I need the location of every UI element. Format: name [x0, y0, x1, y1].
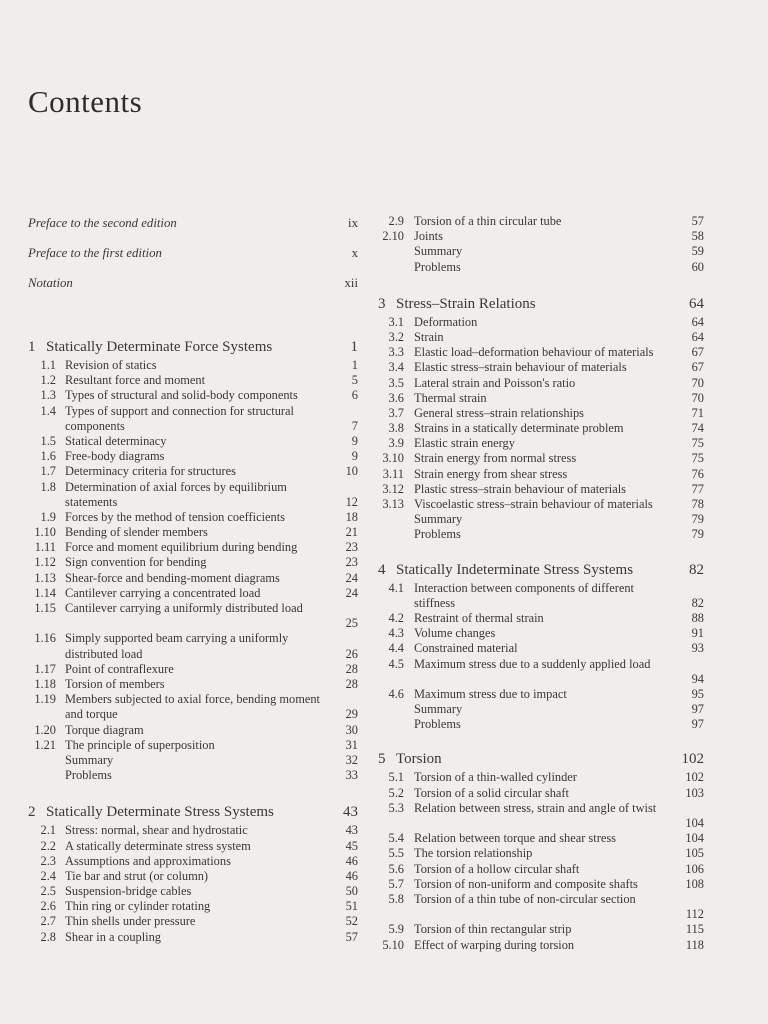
section-number: 1.19: [34, 692, 56, 707]
page-number: 94: [691, 671, 704, 686]
section-title: Strains in a statically determinate problem: [414, 421, 624, 436]
section-title: Strain energy from normal stress: [414, 451, 577, 466]
page-number: 46: [345, 868, 358, 883]
page-number: 97: [691, 702, 704, 717]
toc-entry[interactable]: [378, 436, 704, 451]
page-number: 104: [685, 831, 704, 846]
page-number: 5: [351, 373, 358, 388]
section-title: Torsion of a thin tube of non-circular section: [414, 891, 636, 906]
toc-entry[interactable]: [28, 930, 358, 945]
section-title: Summary: [414, 244, 463, 259]
chapter-number: 1: [28, 339, 36, 355]
section-number: 4.3: [388, 626, 404, 641]
section-title: Types of support and connection for structural components: [65, 403, 294, 433]
page-number: 9: [351, 449, 358, 464]
page-number: 6: [351, 388, 358, 403]
section-title: Forces by the method of tension coefficients: [65, 509, 285, 524]
section-number: 1.21: [34, 737, 56, 752]
page-number: 50: [345, 884, 358, 899]
toc-entry[interactable]: [378, 892, 704, 922]
section-title: Resultant force and moment: [65, 373, 206, 388]
toc-entry[interactable]: [378, 801, 704, 831]
toc-entry[interactable]: [28, 555, 358, 570]
toc-entry[interactable]: [378, 938, 704, 953]
toc-entry[interactable]: [28, 662, 358, 677]
section-title: Maximum stress due to a suddenly applied load: [414, 656, 651, 671]
section-title: Bending of slender members: [65, 525, 208, 540]
section-number: 5.9: [388, 922, 404, 937]
page-number: 64: [691, 314, 704, 329]
toc-entry[interactable]: [378, 687, 704, 702]
section-title: Torsion of members: [65, 677, 165, 691]
section-number: 1.12: [34, 555, 56, 570]
chapter-heading[interactable]: [28, 801, 358, 823]
toc-entry[interactable]: [28, 854, 358, 869]
toc-entry[interactable]: [28, 884, 358, 899]
toc-entry[interactable]: [28, 768, 358, 783]
toc-entry[interactable]: [28, 899, 358, 914]
toc-entry[interactable]: [28, 449, 358, 464]
toc-entry[interactable]: [28, 738, 358, 753]
toc-entry[interactable]: [378, 717, 704, 732]
section-number: 4.2: [388, 610, 404, 625]
section-title: Torsion of a solid circular shaft: [414, 785, 570, 800]
page-number: 70: [691, 390, 704, 405]
page-number: 23: [345, 555, 358, 570]
section-title: The principle of superposition: [65, 737, 215, 752]
section-title: Lateral strain and Poisson's ratio: [414, 375, 576, 390]
toc-entry[interactable]: [378, 406, 704, 421]
toc-entry[interactable]: [28, 388, 358, 403]
section-number: 3.7: [388, 405, 404, 420]
section-title: Tie bar and strut (or column): [65, 868, 209, 883]
page-number: 71: [691, 405, 704, 420]
section-title: Strain: [414, 329, 444, 344]
toc-entry[interactable]: [378, 657, 704, 687]
toc-entry[interactable]: [28, 839, 358, 854]
toc-entry[interactable]: [378, 360, 704, 375]
toc-entry[interactable]: [378, 862, 704, 877]
page-number: xii: [344, 276, 358, 290]
page-number: 43: [343, 804, 358, 821]
toc-entry[interactable]: [28, 677, 358, 692]
toc-entry[interactable]: [28, 571, 358, 586]
toc-entry[interactable]: [28, 586, 358, 601]
toc-entry[interactable]: [28, 540, 358, 555]
section-title: Torsion of non-uniform and composite shafts: [414, 876, 638, 891]
section-number: 3.10: [382, 451, 404, 466]
chapter-number: 2: [28, 804, 36, 821]
page-number: 28: [345, 661, 358, 676]
chapter-number: 4: [378, 561, 386, 578]
chapter-heading[interactable]: [378, 559, 704, 581]
chapter-heading[interactable]: [378, 293, 704, 315]
toc-entry[interactable]: [378, 527, 704, 542]
section-title: Effect of warping during torsion: [414, 937, 575, 952]
section-number: 1.20: [34, 722, 56, 737]
page-number: 88: [691, 610, 704, 625]
section-number: 4.4: [388, 641, 404, 656]
page-number: 91: [691, 626, 704, 641]
section-number: 1.16: [34, 631, 56, 646]
section-title: Cantilever carrying a uniformly distributed load: [65, 601, 303, 616]
toc-entry[interactable]: [28, 914, 358, 929]
toc-entry[interactable]: [28, 404, 358, 434]
page-number: 30: [345, 722, 358, 737]
page-number: 24: [345, 585, 358, 600]
page-title: Contents: [28, 84, 143, 119]
page-number: 32: [345, 752, 358, 767]
section-title: Summary: [65, 752, 114, 767]
toc-entry[interactable]: [28, 373, 358, 388]
page-number: 102: [681, 751, 704, 768]
section-title: Interaction between components of different stiffness: [414, 580, 634, 610]
section-title: Torque diagram: [65, 722, 144, 737]
section-number: 1.11: [34, 540, 56, 555]
contents-right-column: [378, 214, 704, 953]
page-number: 67: [691, 345, 704, 360]
toc-entry[interactable]: [378, 846, 704, 861]
page-number: 1: [350, 339, 358, 355]
toc-entry[interactable]: [378, 260, 704, 275]
section-number: 2.8: [40, 929, 56, 944]
section-number: 1.1: [40, 358, 56, 372]
section-number: 1.10: [34, 525, 56, 540]
toc-entry[interactable]: [378, 626, 704, 641]
section-title: Joints: [414, 229, 443, 244]
section-title: Sign convention for bending: [65, 555, 207, 570]
toc-entry[interactable]: [28, 631, 358, 661]
chapter-title: Statically Determinate Force Systems: [46, 339, 273, 355]
toc-entry[interactable]: [378, 831, 704, 846]
chapter-number: 5: [378, 751, 386, 768]
section-title: Plastic stress–strain behaviour of materials: [414, 481, 626, 496]
section-title: Deformation: [414, 314, 478, 329]
page-number: 82: [691, 595, 704, 610]
section-title: Types of structural and solid-body components: [65, 388, 298, 403]
section-number: 2.3: [40, 853, 56, 868]
chapter-heading[interactable]: [378, 748, 704, 770]
page-number: 7: [351, 418, 358, 433]
front-matter-entry[interactable]: [28, 244, 358, 274]
section-number: 2.9: [388, 214, 404, 228]
section-number: 1.17: [34, 661, 56, 676]
section-number: 2.4: [40, 868, 56, 883]
section-number: 1.6: [40, 449, 56, 464]
section-title: Relation between stress, strain and angle of twist: [414, 800, 657, 815]
toc-entry[interactable]: [378, 877, 704, 892]
toc-entry[interactable]: [378, 467, 704, 482]
page-number: 52: [345, 914, 358, 929]
section-title: Problems: [414, 527, 461, 542]
section-number: 5.8: [388, 891, 404, 906]
toc-entry[interactable]: [378, 581, 704, 611]
page-number: 106: [685, 861, 704, 876]
section-number: 5.5: [388, 846, 404, 861]
toc-entry[interactable]: [28, 480, 358, 510]
page-number: 26: [345, 646, 358, 661]
section-title: Problems: [414, 717, 461, 732]
front-matter-entry[interactable]: [28, 214, 358, 244]
section-title: Members subjected to axial force, bending moment and torque: [65, 692, 320, 722]
toc-entry[interactable]: [28, 464, 358, 479]
section-title: Cantilever carrying a concentrated load: [65, 585, 261, 600]
page-number: 77: [691, 481, 704, 496]
section-title: Torsion of thin rectangular strip: [414, 922, 572, 937]
section-number: 5.1: [388, 770, 404, 785]
section-number: 5.7: [388, 876, 404, 891]
toc-entry[interactable]: [378, 214, 704, 229]
page-number: 76: [691, 466, 704, 481]
page-number: 108: [685, 876, 704, 891]
toc-entry[interactable]: [378, 315, 704, 330]
toc-entry[interactable]: [378, 497, 704, 512]
page-number: 82: [689, 561, 704, 578]
section-number: 1.9: [40, 509, 56, 524]
page-number: 18: [345, 509, 358, 524]
page-number: 104: [685, 816, 704, 831]
page-number: 112: [685, 907, 704, 922]
page-number: 75: [691, 436, 704, 451]
section-title: Summary: [414, 702, 463, 717]
section-title: Torsion of a thin-walled cylinder: [414, 770, 577, 785]
page-number: 43: [345, 823, 358, 838]
section-number: 5.6: [388, 861, 404, 876]
page-number: 58: [691, 229, 704, 244]
section-title: Problems: [65, 768, 112, 783]
chapter-title: Statically Indeterminate Stress Systems: [396, 561, 634, 578]
section-number: 1.18: [34, 677, 56, 691]
page-number: 29: [345, 707, 358, 722]
section-title: Statical determinacy: [65, 433, 167, 448]
chapter-title: Statically Determinate Stress Systems: [46, 804, 274, 821]
section-title: Thermal strain: [414, 390, 487, 405]
section-number: 2.2: [40, 838, 56, 853]
section-number: 3.12: [382, 481, 404, 496]
front-matter-label: Preface to the first edition: [28, 246, 162, 260]
page-number: 79: [691, 527, 704, 542]
section-number: 2.6: [40, 899, 56, 914]
page-number: 31: [345, 737, 358, 752]
section-number: 3.8: [388, 421, 404, 436]
page-number: 9: [351, 433, 358, 448]
section-title: Volume changes: [414, 626, 496, 641]
toc-entry[interactable]: [378, 330, 704, 345]
toc-entry[interactable]: [378, 421, 704, 436]
toc-entry[interactable]: [378, 229, 704, 244]
section-number: 3.2: [388, 329, 404, 344]
section-title: Stress: normal, shear and hydrostatic: [65, 823, 248, 838]
section-title: Problems: [414, 259, 461, 274]
page-number: 64: [689, 295, 704, 312]
front-matter-entry[interactable]: [28, 274, 358, 304]
section-title: Thin shells under pressure: [65, 914, 196, 929]
toc-entry[interactable]: [28, 510, 358, 525]
section-title: Simply supported beam carrying a uniformly distributed load: [65, 631, 289, 661]
section-title: A statically determinate stress system: [65, 838, 251, 853]
page-number: ix: [348, 216, 358, 230]
chapter-number: 3: [378, 295, 386, 312]
section-number: 1.3: [40, 388, 56, 403]
front-matter-label: Notation: [28, 276, 73, 290]
page-number: 75: [691, 451, 704, 466]
page-number: 64: [691, 329, 704, 344]
page-number: 103: [685, 785, 704, 800]
toc-entry[interactable]: [378, 391, 704, 406]
page-number: 93: [691, 641, 704, 656]
page-number: 23: [345, 540, 358, 555]
section-title: The torsion relationship: [414, 846, 533, 861]
section-title: Determinacy criteria for structures: [65, 464, 236, 479]
section-number: 3.6: [388, 390, 404, 405]
section-number: 1.5: [40, 433, 56, 448]
section-title: Torsion of a thin circular tube: [414, 214, 562, 228]
page-number: 21: [345, 525, 358, 540]
page-number: 67: [691, 360, 704, 375]
section-number: 2.7: [40, 914, 56, 929]
section-number: 1.8: [40, 479, 56, 494]
section-number: 4.5: [388, 656, 404, 671]
section-title: Free-body diagrams: [65, 449, 165, 464]
section-number: 5.10: [382, 937, 404, 952]
toc-entry[interactable]: [378, 641, 704, 656]
page-number: 59: [691, 244, 704, 259]
section-title: Elastic stress–strain behaviour of materials: [414, 360, 627, 375]
chapter-heading[interactable]: [28, 336, 358, 358]
page-number: 60: [691, 259, 704, 274]
section-number: 1.4: [40, 403, 56, 418]
page-number: 1: [351, 358, 358, 372]
section-number: 5.3: [388, 800, 404, 815]
page-number: 57: [691, 214, 704, 228]
section-title: Shear-force and bending-moment diagrams: [65, 570, 280, 585]
page-number: 57: [345, 929, 358, 944]
section-number: 4.1: [388, 580, 404, 595]
page-number: 97: [691, 717, 704, 732]
page-number: 12: [345, 494, 358, 509]
page-number: 10: [345, 464, 358, 479]
chapter-title: Torsion: [396, 751, 442, 768]
section-number: 3.4: [388, 360, 404, 375]
section-number: 2.10: [382, 229, 404, 244]
section-number: 1.14: [34, 585, 56, 600]
page-number: 45: [345, 838, 358, 853]
section-title: Elastic load–deformation behaviour of materials: [414, 345, 654, 360]
page-number: 74: [691, 421, 704, 436]
toc-entry[interactable]: [28, 869, 358, 884]
section-title: Maximum stress due to impact: [414, 686, 567, 701]
toc-entry[interactable]: [378, 376, 704, 391]
section-number: 4.6: [388, 686, 404, 701]
front-matter-label: Preface to the second edition: [28, 216, 177, 230]
section-title: Summary: [414, 512, 463, 527]
section-number: 1.15: [34, 601, 56, 616]
section-title: Relation between torque and shear stress: [414, 831, 616, 846]
section-number: 1.13: [34, 570, 56, 585]
page-number: 102: [685, 770, 704, 785]
section-title: Constrained material: [414, 641, 518, 656]
page-number: 70: [691, 375, 704, 390]
page-number: 105: [685, 846, 704, 861]
toc-entry[interactable]: [378, 611, 704, 626]
page-number: 78: [691, 497, 704, 511]
section-number: 2.1: [40, 823, 56, 838]
section-title: Suspension-bridge cables: [65, 884, 192, 899]
section-number: 3.9: [388, 436, 404, 451]
toc-entry[interactable]: [378, 702, 704, 717]
toc-entry[interactable]: [28, 601, 358, 631]
page-number: 28: [345, 677, 358, 691]
toc-entry[interactable]: [378, 345, 704, 360]
section-title: Force and moment equilibrium during bending: [65, 540, 298, 555]
section-number: 3.11: [382, 466, 404, 481]
toc-entry[interactable]: [28, 823, 358, 838]
toc-entry[interactable]: [28, 434, 358, 449]
section-title: Determination of axial forces by equilibrium statements: [65, 479, 287, 509]
toc-entry[interactable]: [378, 451, 704, 466]
page-number: 46: [345, 853, 358, 868]
page-number: 24: [345, 570, 358, 585]
toc-entry[interactable]: [378, 244, 704, 259]
section-number: 3.3: [388, 345, 404, 360]
page-number: 95: [691, 686, 704, 701]
page-number: 25: [345, 616, 358, 631]
section-number: 1.2: [40, 373, 56, 388]
section-title: General stress–strain relationships: [414, 405, 584, 420]
page-number: 51: [345, 899, 358, 914]
section-number: 3.1: [388, 314, 404, 329]
section-number: 1.7: [40, 464, 56, 479]
toc-entry[interactable]: [378, 482, 704, 497]
page-number: 115: [685, 922, 704, 937]
toc-entry[interactable]: [378, 922, 704, 937]
section-number: 3.5: [388, 375, 404, 390]
section-number: 3.13: [382, 497, 404, 511]
section-title: Strain energy from shear stress: [414, 466, 568, 481]
page-number: 79: [691, 512, 704, 527]
toc-entry[interactable]: [378, 512, 704, 527]
page-number: 118: [685, 937, 704, 952]
section-title: Elastic strain energy: [414, 436, 515, 451]
toc-entry[interactable]: [28, 692, 358, 722]
page-number: 33: [345, 768, 358, 783]
section-title: Shear in a coupling: [65, 929, 162, 944]
toc-entry[interactable]: [378, 786, 704, 801]
toc-entry[interactable]: [28, 358, 358, 373]
toc-entry[interactable]: [28, 723, 358, 738]
section-title: Restraint of thermal strain: [414, 610, 544, 625]
section-number: 5.2: [388, 785, 404, 800]
contents-left-column: [28, 214, 358, 945]
section-title: Point of contraflexure: [65, 661, 174, 676]
section-number: 2.5: [40, 884, 56, 899]
toc-entry[interactable]: [378, 770, 704, 785]
toc-entry[interactable]: [28, 525, 358, 540]
section-title: Revision of statics: [65, 358, 157, 372]
section-title: Viscoelastic stress–strain behaviour of materials: [414, 497, 653, 511]
section-number: 5.4: [388, 831, 404, 846]
toc-entry[interactable]: [28, 753, 358, 768]
chapter-title: Stress–Strain Relations: [396, 295, 536, 312]
section-title: Torsion of a hollow circular shaft: [414, 861, 580, 876]
page-number: x: [351, 246, 358, 260]
section-title: Thin ring or cylinder rotating: [65, 899, 211, 914]
section-title: Assumptions and approximations: [65, 853, 231, 868]
